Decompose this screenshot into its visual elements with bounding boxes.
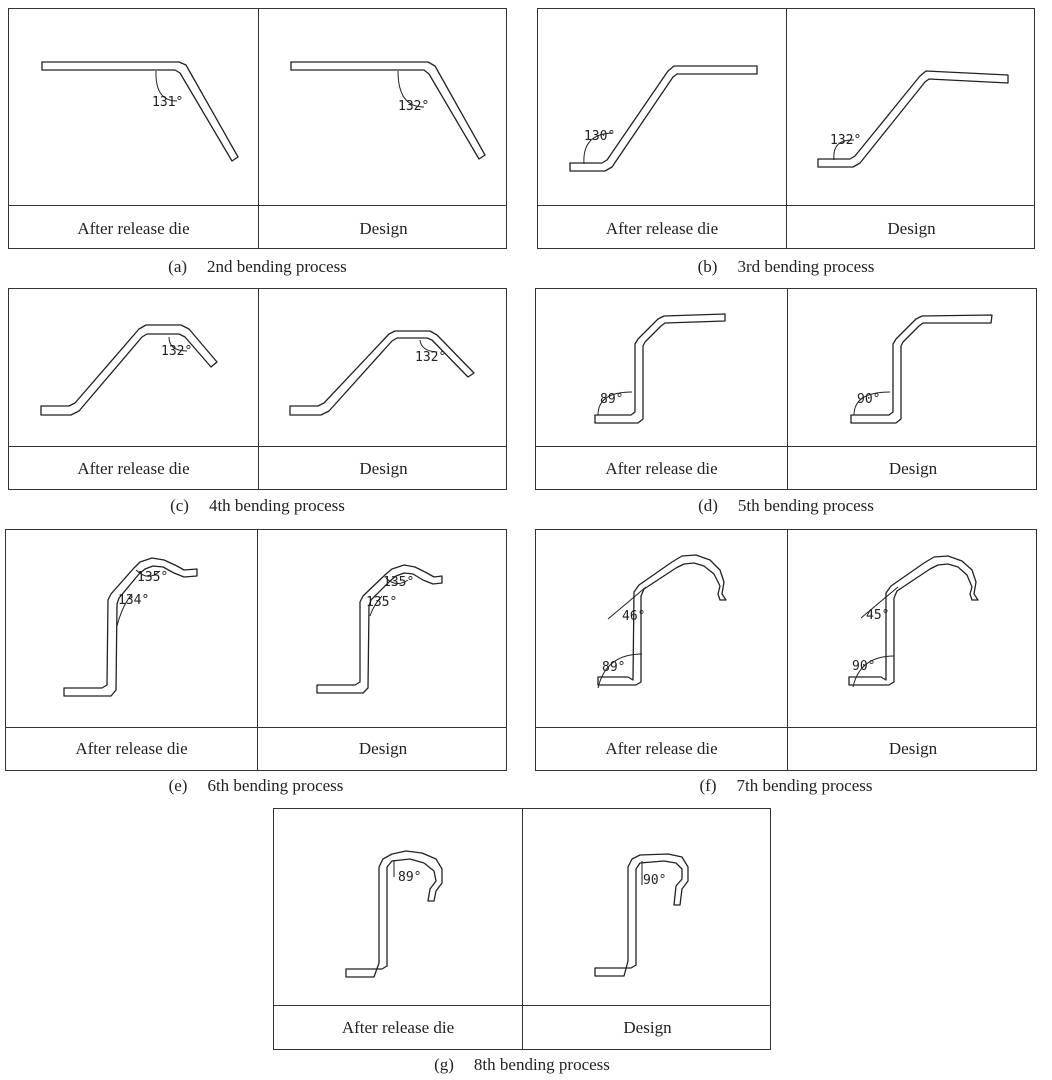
panel-a-design-profile: [291, 62, 485, 159]
panel-e-design-profile: [317, 565, 442, 693]
panel-f-design-profile: [849, 556, 978, 687]
after-release-label: After release die: [605, 459, 718, 478]
angle-label: 89°: [398, 870, 422, 885]
caption-text: 2nd bending process: [207, 257, 347, 276]
panel-tag: (a): [168, 257, 188, 276]
panel-d-frame: [535, 288, 1037, 490]
panel-g-label-rule: [274, 1005, 770, 1006]
after-release-label: After release die: [77, 459, 190, 478]
panel-f-frame: [535, 529, 1037, 771]
panel-tag: (c): [170, 496, 189, 515]
panel-tag: (g): [434, 1055, 454, 1074]
panel-c-after-release-profile: [41, 325, 217, 415]
design-label: Design: [358, 739, 408, 758]
after-release-label: After release die: [605, 739, 718, 758]
design-label: Design: [888, 459, 938, 478]
panel-a-after-release-profile: [42, 62, 238, 161]
angle-label: 130°: [584, 129, 616, 144]
panel-a-label-rule: [9, 205, 506, 206]
angle-label: 89°: [602, 660, 626, 675]
panel-d-design-profile: [851, 315, 992, 423]
panel-b-drawings: [538, 9, 1036, 250]
design-label: Design: [359, 459, 408, 478]
caption-text: 5th bending process: [737, 496, 874, 515]
panel-e-label-rule: [6, 727, 506, 728]
design-label: Design: [887, 219, 936, 238]
panel-d-label-rule: [536, 446, 1036, 447]
panel-g-after-release-profile: [346, 851, 442, 977]
panel-tag: (e): [168, 776, 188, 795]
panel-b-design-profile: [818, 71, 1008, 167]
panel-c-label-rule: [9, 446, 506, 447]
angle-label: 135°: [366, 595, 398, 610]
panel-c-caption: [8, 496, 507, 516]
panel-f-label-rule: [536, 727, 1036, 728]
after-release-label: After release die: [75, 739, 188, 758]
panel-e-caption: [5, 776, 507, 796]
panel-g-frame: [273, 808, 771, 1050]
panel-b: [537, 8, 1035, 278]
panel-b-caption: [537, 257, 1035, 277]
caption-text: 8th bending process: [473, 1055, 610, 1074]
panel-b-after-release-profile: [570, 66, 757, 171]
panel-g-design-profile: [595, 854, 688, 976]
panel-g-divider: [522, 809, 523, 1049]
after-release-label: After release die: [77, 219, 190, 238]
angle-label: 46°: [622, 609, 646, 624]
angle-label: 134°: [118, 593, 150, 608]
panel-d-caption: [535, 496, 1037, 516]
caption-text: 6th bending process: [207, 776, 344, 795]
panel-e-after-release-profile: [64, 558, 197, 696]
caption-text: 3rd bending process: [737, 257, 875, 276]
panel-e: [5, 529, 507, 797]
panel-d-after-release-profile: [595, 314, 725, 423]
panel-d: [535, 288, 1037, 518]
angle-label: 132°: [830, 133, 862, 148]
panel-c-design-profile: [290, 331, 474, 415]
panel-g-drawings: [274, 809, 772, 1051]
panel-c-frame: [8, 288, 507, 490]
angle-label: 90°: [857, 392, 881, 407]
angle-label: 132°: [161, 344, 193, 359]
panel-a-divider: [258, 9, 259, 248]
panel-b-frame: [537, 8, 1035, 249]
after-release-label: After release die: [341, 1018, 455, 1037]
panel-a-frame: [8, 8, 507, 249]
panel-b-label-rule: [538, 205, 1034, 206]
panel-e-frame: [5, 529, 507, 771]
panel-a: [8, 8, 507, 278]
after-release-label: After release die: [605, 219, 719, 238]
angle-label: 90°: [643, 873, 667, 888]
angle-label: 89°: [600, 392, 624, 407]
caption-text: 7th bending process: [736, 776, 873, 795]
panel-tag: (d): [698, 496, 718, 515]
angle-label: 131°: [152, 95, 184, 110]
angle-label: 132°: [415, 350, 447, 365]
design-label: Design: [359, 219, 408, 238]
design-label: Design: [888, 739, 938, 758]
panel-c: [8, 288, 507, 518]
panel-e-divider: [257, 530, 258, 770]
angle-label: 135°: [383, 575, 415, 590]
caption-text: 4th bending process: [208, 496, 345, 515]
angle-label: 132°: [398, 99, 430, 114]
design-label: Design: [623, 1018, 672, 1037]
panel-f-divider: [787, 530, 788, 770]
panel-b-divider: [786, 9, 787, 248]
panel-f-caption: [535, 776, 1037, 796]
panel-g: [273, 808, 771, 1076]
panel-a-caption: [8, 257, 507, 277]
panel-g-caption: [273, 1055, 771, 1075]
angle-label: 45°: [866, 608, 890, 623]
panel-f-after-release-profile: [598, 555, 726, 688]
panel-tag: (f): [699, 776, 717, 795]
panel-f: [535, 529, 1037, 797]
angle-label: 90°: [852, 659, 876, 674]
angle-label: 135°: [137, 570, 169, 585]
panel-tag: (b): [697, 257, 718, 276]
